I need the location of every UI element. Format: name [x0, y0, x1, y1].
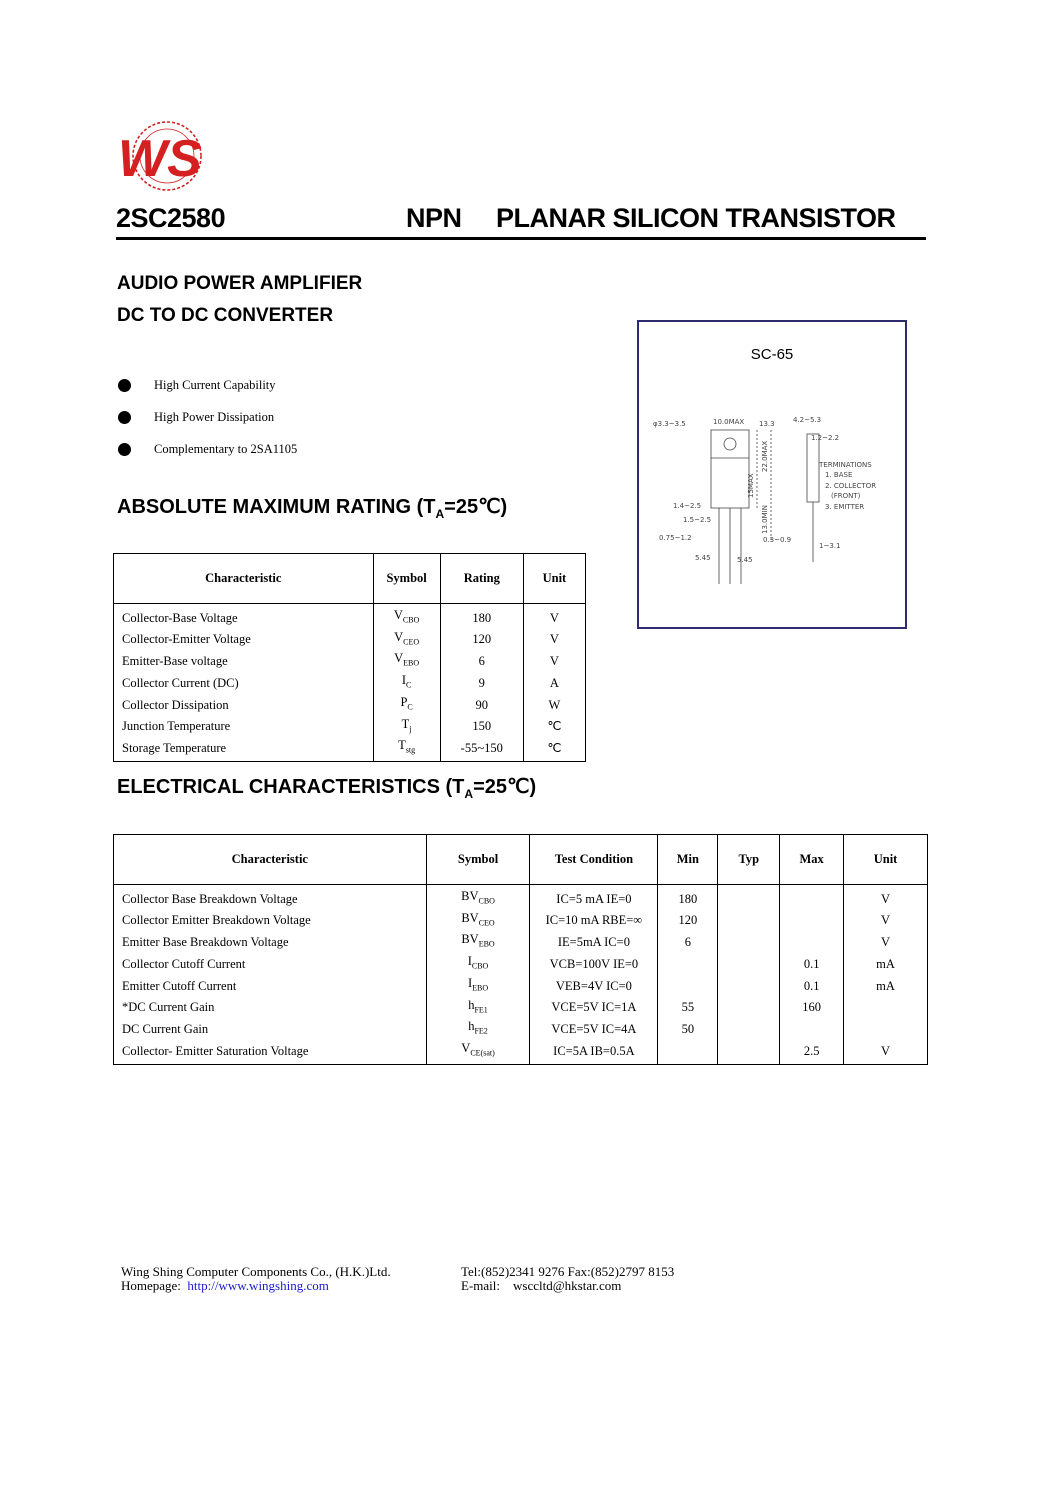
- package-name: SC-65: [750, 346, 794, 363]
- max-cell: 0.1: [780, 953, 844, 975]
- val-cell: 180: [440, 604, 523, 629]
- table-row: [114, 997, 928, 1019]
- abs-max-title: ABSOLUTE MAXIMUM RATING $(T_A=25℃)$: [117, 496, 508, 521]
- footer-tel-fax: Tel:(852)2341 9276 Fax:(852)2797 8153: [461, 1264, 675, 1279]
- dim-label: φ3.3~3.5: [653, 420, 686, 428]
- feature-text: Complementary to 2SA1105: [154, 442, 298, 456]
- dim-label: 1~3.1: [819, 542, 841, 550]
- val-cell: -55~150: [440, 737, 523, 761]
- symbol-cell: $T_{stg}$: [373, 737, 440, 761]
- homepage-label: Homepage:: [121, 1278, 181, 1293]
- col-header: Test Condition: [530, 835, 658, 885]
- char-cell: Collector Cutoff Current: [122, 956, 246, 971]
- symbol-cell: $I_{CBO}$: [426, 953, 530, 975]
- table-row: [114, 910, 928, 932]
- unit-cell: V: [523, 650, 585, 672]
- col-header: Max: [780, 835, 844, 885]
- char-cell: Collector Dissipation: [122, 697, 229, 712]
- unit-cell: V: [523, 604, 585, 629]
- unit-cell: ℃: [523, 737, 585, 761]
- unit-cell: V: [844, 910, 928, 932]
- elec-char-title: ELECTRICAL CHARACTERISTICS $(T_A=25℃)$: [117, 776, 537, 801]
- termination-label: 2. COLLECTOR: [825, 482, 877, 490]
- footer-company: Wing Shing Computer Components Co., (H.K.)Ltd.: [121, 1264, 391, 1279]
- symbol-cell: $BV_{CBO}$: [426, 885, 530, 910]
- abs-max-table: [113, 553, 586, 762]
- cond-cell: VCB=100V IE=0: [530, 953, 658, 975]
- typ-cell: [718, 997, 780, 1019]
- typ-cell: [718, 1040, 780, 1064]
- min-cell: 6: [658, 931, 718, 953]
- char-cell: Collector Base Breakdown Voltage: [122, 891, 298, 906]
- bullet-icon: [118, 379, 131, 392]
- typ-cell: [718, 975, 780, 997]
- min-cell: [658, 953, 718, 975]
- table-row: [114, 672, 586, 694]
- cond-cell: IC=5 mA IE=0: [530, 885, 658, 910]
- unit-cell: V: [844, 1040, 928, 1064]
- feature-text: High Power Dissipation: [154, 410, 275, 424]
- char-cell: Storage Temperature: [122, 740, 227, 755]
- logo-text: WS: [118, 130, 202, 188]
- char-cell: Junction Temperature: [122, 719, 231, 734]
- dim-label: 5.45: [695, 554, 711, 562]
- dim-label: 1.4~2.5: [673, 502, 702, 510]
- col-header: Min: [658, 835, 718, 885]
- table-row: [114, 975, 928, 997]
- header-rule: [116, 237, 926, 240]
- package-outline-drawing: [649, 412, 899, 602]
- dim-label: 5.45: [737, 556, 753, 564]
- symbol-cell: $V_{CEO}$: [373, 629, 440, 651]
- cond-cell: IC=5A IB=0.5A: [530, 1040, 658, 1064]
- package-box: [637, 320, 907, 629]
- char-cell: Collector- Emitter Saturation Voltage: [122, 1043, 309, 1058]
- table-row: [114, 953, 928, 975]
- termination-label: TERMINATIONS: [819, 461, 872, 469]
- dim-label: 13.3: [759, 420, 775, 428]
- symbol-cell: $BV_{EBO}$: [426, 931, 530, 953]
- email-label: E-mail:: [461, 1278, 500, 1293]
- unit-cell: W: [523, 694, 585, 716]
- unit-cell: A: [523, 672, 585, 694]
- cond-cell: IC=10 mA RBE=∞: [530, 910, 658, 932]
- typ-cell: [718, 931, 780, 953]
- cond-cell: VCE=5V IC=4A: [530, 1018, 658, 1040]
- unit-cell: [844, 1018, 928, 1040]
- max-cell: 0.1: [780, 975, 844, 997]
- table-row: [114, 737, 586, 761]
- unit-cell: mA: [844, 953, 928, 975]
- table-header-row: [114, 835, 928, 885]
- dim-label: 0.75~1.2: [659, 534, 692, 542]
- col-header: Unit: [523, 554, 585, 604]
- typ-cell: [718, 910, 780, 932]
- part-number: 2SC2580: [116, 203, 226, 233]
- part-type: NPN: [406, 203, 462, 233]
- application-2: DC TO DC CONVERTER: [117, 305, 334, 326]
- table-row: [114, 885, 928, 910]
- symbol-cell: $V_{EBO}$: [373, 650, 440, 672]
- dim-label: 15MAX: [747, 473, 755, 498]
- symbol-cell: $h_{FE2}$: [426, 1018, 530, 1040]
- cond-cell: IE=5mA IC=0: [530, 931, 658, 953]
- mounting-hole: [724, 438, 736, 450]
- char-cell: Emitter-Base voltage: [122, 654, 228, 669]
- max-cell: 160: [780, 997, 844, 1019]
- table-row: [114, 629, 586, 651]
- symbol-cell: $I_{EBO}$: [426, 975, 530, 997]
- dim-label: 22.0MAX: [761, 440, 769, 472]
- char-cell: DC Current Gain: [122, 1021, 209, 1036]
- table-row: [114, 716, 586, 738]
- table-row: [114, 650, 586, 672]
- char-cell: *DC Current Gain: [122, 1000, 215, 1015]
- max-cell: 2.5: [780, 1040, 844, 1064]
- unit-cell: V: [844, 931, 928, 953]
- dim-label: 13.0MIN: [761, 505, 769, 534]
- termination-label: 1. BASE: [825, 471, 853, 479]
- unit-cell: V: [523, 629, 585, 651]
- symbol-cell: $I_C$: [373, 672, 440, 694]
- val-cell: 9: [440, 672, 523, 694]
- col-header: Typ: [718, 835, 780, 885]
- package-body-side: [807, 434, 819, 502]
- val-cell: 150: [440, 716, 523, 738]
- col-header: Characteristic: [114, 835, 427, 885]
- typ-cell: [718, 885, 780, 910]
- termination-label: (FRONT): [831, 492, 861, 500]
- dim-label: 10.0MAX: [713, 418, 745, 426]
- char-cell: Emitter Cutoff Current: [122, 978, 237, 993]
- dim-label: 1.5~2.5: [683, 516, 712, 524]
- char-cell: Collector Current (DC): [122, 675, 239, 690]
- col-header: Symbol: [373, 554, 440, 604]
- homepage-link[interactable]: http://www.wingshing.com: [187, 1278, 329, 1293]
- max-cell: [780, 885, 844, 910]
- char-cell: Collector-Base Voltage: [122, 610, 238, 625]
- char-cell: Collector-Emitter Voltage: [122, 632, 251, 647]
- package-body-front: [711, 430, 749, 508]
- table-row: [114, 931, 928, 953]
- symbol-cell: $P_C$: [373, 694, 440, 716]
- termination-label: 3. EMITTER: [825, 503, 865, 511]
- bullet-icon: [118, 443, 131, 456]
- char-cell: Emitter Base Breakdown Voltage: [122, 935, 289, 950]
- email-address[interactable]: wsccltd@hkstar.com: [513, 1278, 622, 1293]
- elec-char-table: [113, 834, 928, 1065]
- symbol-cell: $BV_{CEO}$: [426, 910, 530, 932]
- max-cell: [780, 931, 844, 953]
- cond-cell: VCE=5V IC=1A: [530, 997, 658, 1019]
- col-header: Characteristic: [114, 554, 374, 604]
- min-cell: 55: [658, 997, 718, 1019]
- footer-homepage: [121, 1278, 329, 1294]
- symbol-cell: $V_{CE(sat)}$: [426, 1040, 530, 1064]
- dim-label: 4.2~5.3: [793, 416, 822, 424]
- symbol-cell: $T_j$: [373, 716, 440, 738]
- typ-cell: [718, 1018, 780, 1040]
- min-cell: [658, 1040, 718, 1064]
- min-cell: 50: [658, 1018, 718, 1040]
- symbol-cell: $V_{CBO}$: [373, 604, 440, 629]
- table-row: [114, 1018, 928, 1040]
- feature-text: High Current Capability: [154, 378, 276, 392]
- val-cell: 6: [440, 650, 523, 672]
- part-description: PLANAR SILICON TRANSISTOR: [496, 203, 896, 233]
- cond-cell: VEB=4V IC=0: [530, 975, 658, 997]
- min-cell: [658, 975, 718, 997]
- char-cell: Collector Emitter Breakdown Voltage: [122, 913, 311, 928]
- table-header-row: [114, 554, 586, 604]
- unit-cell: [844, 997, 928, 1019]
- table-row: [114, 604, 586, 629]
- min-cell: 120: [658, 910, 718, 932]
- footer-email: [461, 1278, 621, 1294]
- bullet-icon: [118, 411, 131, 424]
- col-header: Rating: [440, 554, 523, 604]
- col-header: Unit: [844, 835, 928, 885]
- table-row: [114, 694, 586, 716]
- col-header: Symbol: [426, 835, 530, 885]
- typ-cell: [718, 953, 780, 975]
- unit-cell: ℃: [523, 716, 585, 738]
- val-cell: 90: [440, 694, 523, 716]
- unit-cell: mA: [844, 975, 928, 997]
- max-cell: [780, 1018, 844, 1040]
- max-cell: [780, 910, 844, 932]
- dim-label: 1.2~2.2: [811, 434, 840, 442]
- application-1: AUDIO POWER AMPLIFIER: [117, 273, 363, 294]
- unit-cell: V: [844, 885, 928, 910]
- table-row: [114, 1040, 928, 1064]
- dim-label: 0.3~0.9: [763, 536, 792, 544]
- val-cell: 120: [440, 629, 523, 651]
- symbol-cell: $h_{FE1}$: [426, 997, 530, 1019]
- company-logo: [114, 118, 214, 194]
- min-cell: 180: [658, 885, 718, 910]
